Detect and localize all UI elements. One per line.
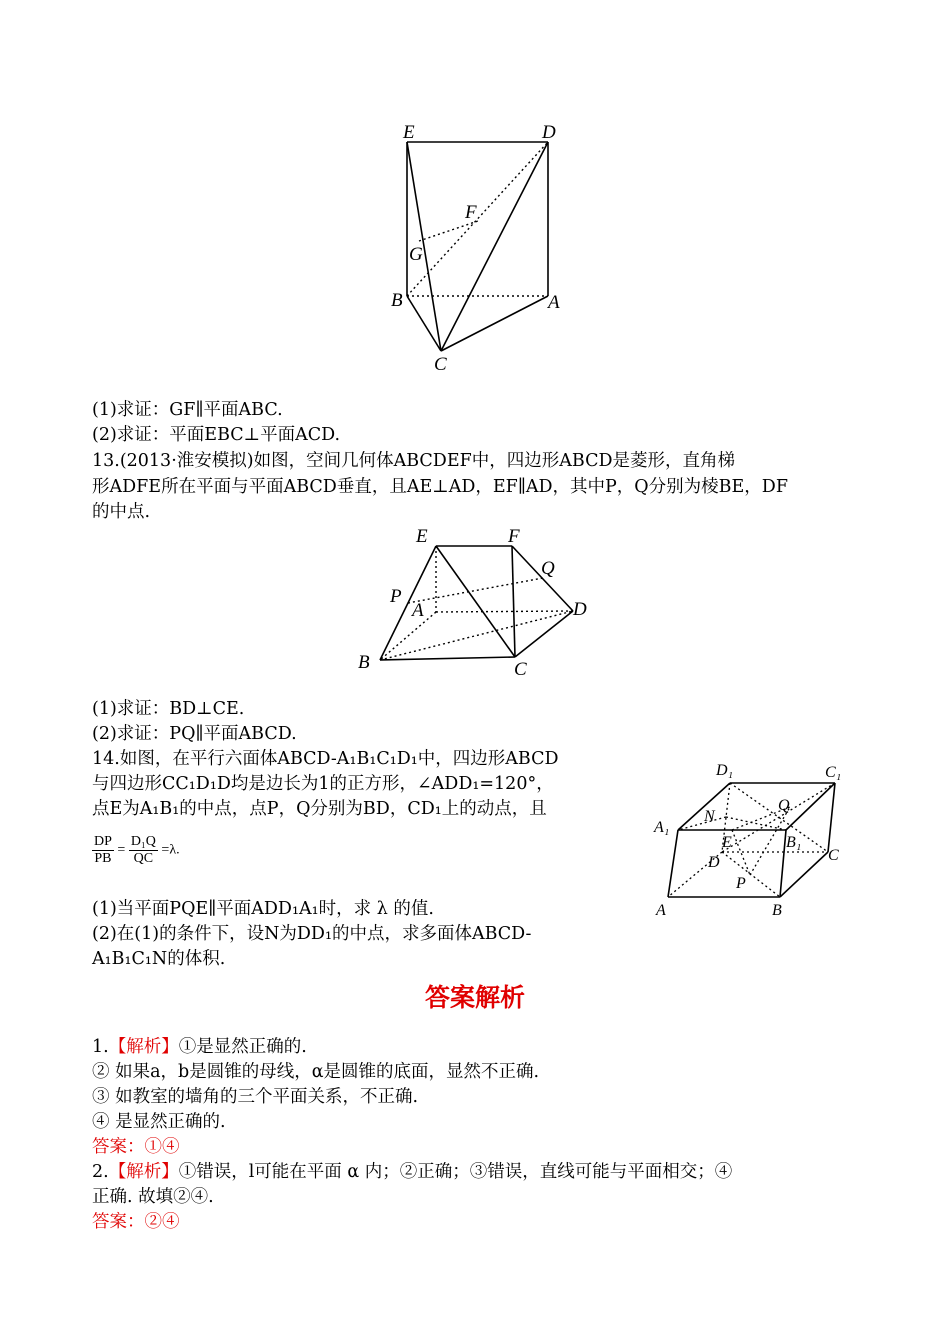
label-A: A <box>412 600 424 621</box>
answer-1-line3: ③ 如教室的墙角的三个平面关系，不正确. <box>92 1087 419 1107</box>
ratio-equation: $\frac{DP}{PB}$ = $\frac{\text{D₁Q}}{QC}$ =λ. <box>94 834 180 866</box>
label-A: A <box>656 902 666 919</box>
label-P: P <box>736 875 746 892</box>
q13-line1: 13.(2013·淮安模拟)如图，空间几何体ABCDEF中，四边形ABCD是菱形，直角梯 <box>92 451 735 471</box>
figure-q13 <box>350 520 610 685</box>
analysis-tag: 【解析】 <box>108 1162 179 1182</box>
answer-2-text: ①错误，l可能在平面 α 内；②正确；③错误，直线可能与平面相交；④ <box>178 1162 733 1182</box>
q12-part1: (1)求证：GF∥平面ABC. <box>92 400 283 420</box>
label-E: E <box>403 122 415 143</box>
figure-q14 <box>650 755 850 920</box>
q14-part2b: A₁B₁C₁N的体积. <box>92 949 226 969</box>
label-B: B <box>391 290 403 311</box>
frac1-num: DP <box>94 834 112 849</box>
label-G: G <box>409 244 423 265</box>
label-A1: A₁ <box>654 819 670 836</box>
label-C: C <box>514 659 527 680</box>
answer-1-line1 <box>92 1035 307 1059</box>
q13-part2: (2)求证：PQ∥平面ABCD. <box>92 724 297 744</box>
label-C: C <box>434 354 447 375</box>
label-D: D <box>573 599 587 620</box>
answer-2-line1 <box>92 1160 732 1184</box>
answer-1-result: 答案：①④ <box>92 1137 180 1157</box>
q13-part1: (1)求证：BD⊥CE. <box>92 699 245 719</box>
label-Q: Q <box>778 797 790 814</box>
answers-heading: 答案解析 <box>424 983 525 1012</box>
frac2-den: QC <box>133 851 154 866</box>
label-C: C <box>828 847 839 864</box>
label-D1: D₁ <box>716 762 734 779</box>
label-Q: Q <box>541 558 555 579</box>
label-N: N <box>704 808 715 825</box>
frac2-num: D₁Q <box>130 834 156 849</box>
label-P: P <box>390 586 402 607</box>
q13-line2: 形ADFE所在平面与平面ABCD垂直，且AE⊥AD，EF∥AD，其中P，Q分别为棱BE，DF <box>92 477 788 497</box>
q14-line1: 14.如图，在平行六面体ABCD-A₁B₁C₁D₁中，四边形ABCD <box>92 749 559 769</box>
q12-part2: (2)求证：平面EBC⊥平面ACD. <box>92 425 341 445</box>
label-B: B <box>358 652 370 673</box>
frac1-den: PB <box>94 851 112 866</box>
label-E: E <box>416 526 428 547</box>
label-C1: C₁ <box>825 764 842 781</box>
label-D: D <box>542 122 556 143</box>
answer-2-result: 答案：②④ <box>92 1212 180 1232</box>
answer-2-number: 2. <box>92 1162 109 1182</box>
answer-2-line2: 正确. 故填②④. <box>92 1187 214 1207</box>
label-B: B <box>772 902 782 919</box>
q14-part1: (1)当平面PQE∥平面ADD₁A₁时，求 λ 的值. <box>92 899 434 919</box>
q14-line3: 点E为A₁B₁的中点，点P，Q分别为BD，CD₁上的动点，且 <box>92 799 547 819</box>
analysis-tag: 【解析】 <box>108 1037 179 1057</box>
answer-1-number: 1. <box>92 1037 109 1057</box>
q14-line2: 与四边形CC₁D₁D均是边长为1的正方形，∠ADD₁=120°， <box>92 774 554 794</box>
answer-1-line2: ② 如果a，b是圆锥的母线，α是圆锥的底面，显然不正确. <box>92 1062 540 1082</box>
label-B1: B₁ <box>786 834 802 851</box>
q14-part2a: (2)在(1)的条件下，设N为DD₁的中点，求多面体ABCD- <box>92 924 532 944</box>
label-F: F <box>508 526 520 547</box>
label-E: E <box>722 834 732 851</box>
answer-1-text: ①是显然正确的. <box>178 1037 307 1057</box>
q13-line3: 的中点. <box>92 502 151 522</box>
answer-1-line4: ④ 是显然正确的. <box>92 1112 226 1132</box>
label-D: D <box>708 854 720 871</box>
label-F: F <box>465 202 477 223</box>
label-A: A <box>548 292 560 313</box>
figure-q12 <box>385 118 585 378</box>
frac-tail: =λ. <box>161 842 180 858</box>
